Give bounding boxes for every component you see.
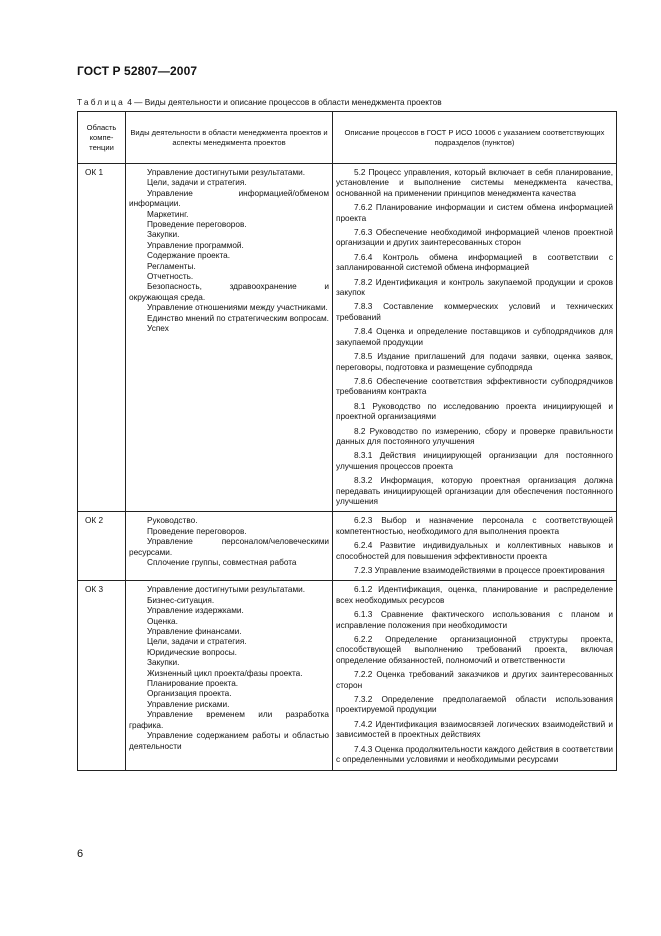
activity-item: Проведение переговоров. bbox=[147, 220, 247, 230]
process-item: 7.3.2 Определение предполагаемой области использования проектируемой продукции bbox=[336, 695, 613, 715]
table-caption-prefix: Таблица bbox=[77, 97, 125, 107]
activity-item: Содержание проекта. bbox=[147, 251, 231, 261]
table-caption bbox=[77, 97, 442, 107]
activity-item: Закупки. bbox=[147, 230, 180, 240]
process-item: 7.6.4 Контроль обмена информацией в соответствии с запланированной системой обмена информацией bbox=[336, 252, 613, 273]
activity-item: Отчетность. bbox=[147, 272, 194, 282]
table-row bbox=[78, 512, 617, 581]
activity-item: Безопасность, здравоохранение и окружающая среда. bbox=[129, 282, 329, 302]
activities-cell bbox=[126, 164, 333, 512]
process-item: 8.2 Руководство по измерению, сбору и проверке правильности данных для постоянного улучшения bbox=[336, 426, 613, 446]
activity-item: Цели, задачи и стратегия. bbox=[147, 178, 247, 188]
table-body bbox=[78, 164, 617, 771]
process-item: 5.2 Процесс управления, который включает в себя планирование, установление и выполнение системы менеджмента качества, основанной на применении принципов менеджмента качества bbox=[336, 168, 613, 198]
table-row bbox=[78, 164, 617, 512]
activity-item: Единство мнений по стратегическим вопросам. bbox=[147, 313, 329, 323]
process-item: 7.8.2 Идентификация и контроль закупаемой продукции и сроков закупок bbox=[336, 277, 613, 298]
process-item: 7.2.2 Оценка требований заказчиков и других заинтересованных сторон bbox=[336, 670, 613, 690]
activity-item: Жизненный цикл проекта/фазы проекта. bbox=[147, 668, 303, 678]
process-item: 6.2.4 Развитие индивидуальных и коллективных навыков и способностей для повышения эффективности проекта bbox=[336, 541, 613, 561]
activities-cell bbox=[126, 581, 333, 770]
process-item: 7.6.2 Планирование информации и систем обмена информацией проекта bbox=[336, 203, 613, 223]
activity-item: Бизнес-ситуация. bbox=[147, 595, 215, 605]
activity-item: Управление программой. bbox=[147, 240, 244, 250]
process-item: 6.2.2 Определение организационной структуры проекта, способствующей выполнению требований проекта, включая определение обязанностей, полномочий и ответственности bbox=[336, 635, 613, 665]
activity-item: Регламенты. bbox=[147, 261, 196, 271]
activity-item: Управление персоналом/человеческими ресурсами. bbox=[129, 537, 329, 557]
process-item: 7.8.5 Издание приглашений для подачи заявки, оценка заявок, переговоры, подготовка и размещение субподряда bbox=[336, 352, 613, 372]
activity-item: Оценка. bbox=[147, 616, 178, 626]
process-item: 6.1.3 Сравнение фактического использования с планом и исправление положения при необходимости bbox=[336, 610, 613, 630]
activity-item: Управление достигнутыми результатами. bbox=[147, 585, 306, 595]
document-header: ГОСТ Р 52807—2007 bbox=[77, 64, 198, 78]
activity-item: Управление издержками. bbox=[147, 606, 244, 616]
activities-table bbox=[77, 111, 617, 771]
activity-item: Управление достигнутыми результатами. bbox=[147, 168, 306, 177]
activity-item: Управление отношениями между участниками. bbox=[147, 303, 328, 313]
header-area: Область компе-тенции bbox=[78, 112, 126, 164]
process-item: 8.1 Руководство по исследованию проекта инициирующей и проектной организациями bbox=[336, 401, 613, 422]
activity-item: Юридические вопросы. bbox=[147, 647, 237, 657]
processes-cell bbox=[333, 512, 617, 581]
processes-cell bbox=[333, 581, 617, 770]
activities-cell bbox=[126, 512, 333, 581]
table-caption-text: 4 — Виды деятельности и описание процессов в области менеджмента проектов bbox=[124, 97, 442, 107]
competence-area-cell: ОК 1 bbox=[78, 164, 126, 512]
process-item: 8.3.2 Информация, которую проектная организация должна передавать инициирующей организации для обеспечения постоянного улучшения bbox=[336, 476, 613, 506]
activity-item: Руководство. bbox=[147, 516, 198, 526]
process-item: 7.4.3 Оценка продолжительности каждого действия в соответствии с определенными условиями и необходимыми ресурсами bbox=[336, 744, 613, 765]
activity-item: Успех bbox=[147, 324, 169, 334]
process-item: 7.8.6 Обеспечение соответствия эффективности субподрядчиков требованиям контракта bbox=[336, 376, 613, 397]
process-item: 7.4.2 Идентификация взаимосвязей логических взаимодействий и зависимостей в проектных действиях bbox=[336, 719, 613, 740]
process-item: 6.1.2 Идентификация, оценка, планирование и распределение всех необходимых ресурсов bbox=[336, 585, 613, 605]
process-item: 7.8.3 Составление коммерческих условий и технических требований bbox=[336, 302, 613, 322]
activity-item: Организация проекта. bbox=[147, 689, 232, 699]
activity-item: Цели, задачи и стратегия. bbox=[147, 637, 247, 647]
activity-item: Закупки. bbox=[147, 658, 180, 668]
activity-item: Управление рисками. bbox=[147, 699, 230, 709]
activity-item: Управление временем или разработка графика. bbox=[129, 710, 329, 730]
page-number: 6 bbox=[77, 848, 84, 860]
competence-area-cell: ОК 3 bbox=[78, 581, 126, 770]
activity-item: Проведение переговоров. bbox=[147, 526, 247, 536]
activity-item: Управление финансами. bbox=[147, 627, 242, 637]
header-processes: Описание процессов в ГОСТ Р ИСО 10006 с указанием соответствующих подразделов (пунктов) bbox=[333, 112, 617, 164]
competence-area-cell: ОК 2 bbox=[78, 512, 126, 581]
process-item: 8.3.1 Действия инициирующей организации для постоянного улучшения процессов проекта bbox=[336, 451, 613, 471]
header-activities: Виды деятельности в области менеджмента проектов и аспекты менеджмента проектов bbox=[126, 112, 333, 164]
process-item: 7.6.3 Обеспечение необходимой информацией членов проектной организации и других заинтересованных сторон bbox=[336, 228, 613, 248]
table-row bbox=[78, 581, 617, 770]
activity-item: Маркетинг. bbox=[147, 209, 189, 219]
activity-item: Управление содержанием работы и областью деятельности bbox=[129, 731, 329, 751]
activity-item: Планирование проекта. bbox=[147, 679, 239, 689]
table-header-row bbox=[78, 112, 617, 164]
process-item: 7.8.4 Оценка и определение поставщиков и субподрядчиков для закупаемой продукции bbox=[336, 327, 613, 347]
activity-item: Сплочение группы, совместная работа bbox=[147, 558, 297, 567]
processes-cell bbox=[333, 164, 617, 512]
process-item: 7.2.3 Управление взаимодействиями в процессе проектирования bbox=[354, 566, 605, 575]
activity-item: Управление информацией/обменом информации. bbox=[129, 188, 329, 209]
process-item: 6.2.3 Выбор и назначение персонала с соответствующей компетентностью, необходимого для выполнения проекта bbox=[336, 516, 613, 536]
